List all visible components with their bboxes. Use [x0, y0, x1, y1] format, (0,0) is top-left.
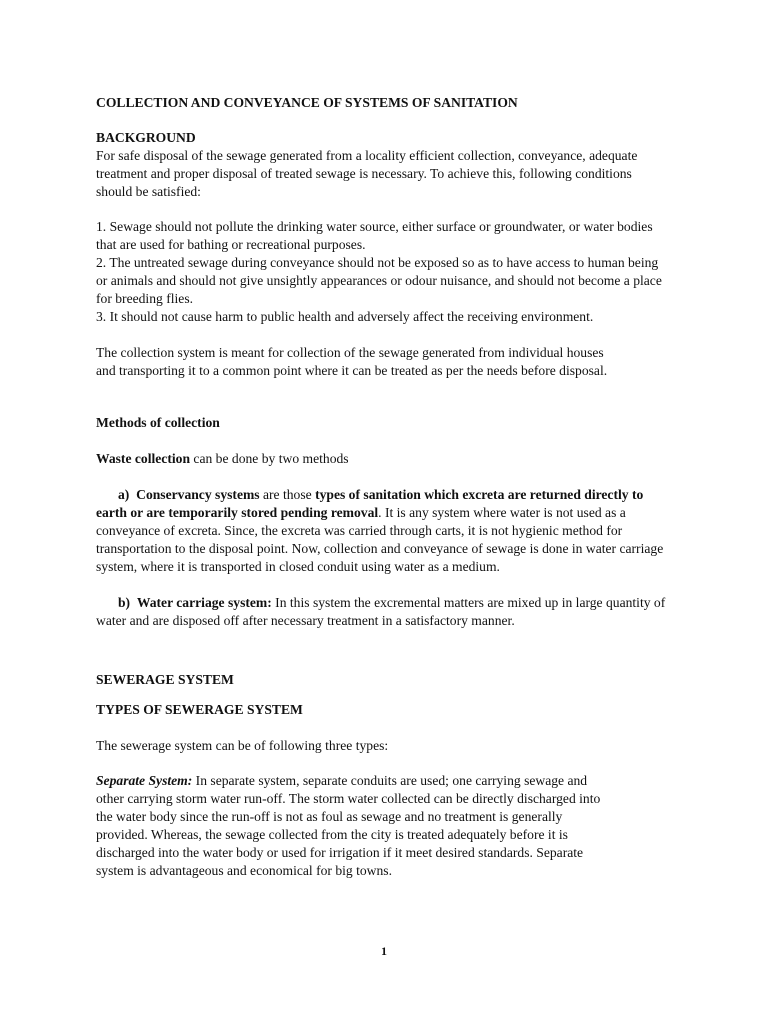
- paragraph-line: discharged into the water body or used for irrigation if it meet desired standards. Separate: [96, 844, 584, 860]
- paragraph-line: treatment and proper disposal of treated sewage is necessary. To achieve this, following conditions: [96, 165, 632, 181]
- method-a-text: are those: [259, 487, 316, 502]
- list-line: for breeding flies.: [96, 290, 194, 306]
- separate-line-1: [96, 772, 600, 790]
- paragraph-line: system is advantageous and economical for big towns.: [96, 862, 392, 878]
- methods-heading: Methods of collection: [96, 415, 220, 430]
- waste-collection-text: can be done by two methods: [190, 451, 349, 466]
- list-line: 1. Sewage should not pollute the drinking water source, either surface or groundwater, or water bodies: [96, 219, 653, 234]
- method-a-line-1: [96, 486, 663, 504]
- paragraph-line: provided. Whereas, the sewage collected from the city is treated adequately before it is: [96, 826, 568, 842]
- paragraph-line: For safe disposal of the sewage generated from a locality efficient collection, conveyance, adequate: [96, 147, 638, 163]
- collection-paragraph: [96, 344, 607, 380]
- method-b-line-2: water and are disposed off after necessary treatment in a satisfactory manner.: [96, 612, 515, 628]
- method-b-text: In this system the excremental matters are mixed up in large quantity of: [271, 595, 666, 610]
- waste-collection-term: Waste collection: [96, 451, 191, 466]
- method-a-text-2: . It is any system where water is not used as a: [378, 504, 626, 520]
- list-line: or animals and should not give unsightly appearances or odour nuisance, and should not become a place: [96, 272, 662, 288]
- waste-collection-line: [96, 450, 349, 468]
- paragraph-line: other carrying storm water run-off. The storm water collected can be directly discharged into: [96, 790, 601, 806]
- separate-system: [96, 772, 600, 879]
- method-b-marker: b): [118, 595, 131, 610]
- list-line: 2. The untreated sewage during conveyance should not be exposed so as to have access to human being: [96, 254, 659, 270]
- page-number: 1: [381, 944, 387, 958]
- paragraph-line: the water body since the run-off is not as foul as sewage and no treatment is generally: [96, 808, 563, 824]
- method-a-line-2: [96, 504, 663, 522]
- method-a-bold-text-2: earth or are temporarily stored pending removal: [96, 504, 379, 520]
- types-heading: TYPES OF SEWERAGE SYSTEM: [96, 702, 303, 717]
- separate-text: In separate system, separate conduits are used; one carrying sewage and: [192, 773, 588, 788]
- conditions-list: [96, 218, 662, 325]
- method-a: [96, 486, 663, 576]
- types-intro: The sewerage system can be of following three types:: [96, 738, 389, 753]
- method-b-line-1: [96, 594, 665, 612]
- separate-term: Separate System:: [96, 773, 193, 788]
- document-title: COLLECTION AND CONVEYANCE OF SYSTEMS OF SANITATION: [96, 95, 518, 110]
- paragraph-line: and transporting it to a common point where it can be treated as per the needs before disposal.: [96, 362, 608, 378]
- method-a-term: Conservancy systems: [136, 487, 260, 502]
- method-a-marker: a): [118, 487, 130, 502]
- paragraph-line: should be satisfied:: [96, 183, 201, 199]
- sewerage-heading: SEWERAGE SYSTEM: [96, 672, 234, 687]
- background-section: [96, 129, 637, 201]
- method-a-bold-text: types of sanitation which excreta are returned directly to: [315, 487, 644, 502]
- background-heading: BACKGROUND: [96, 130, 196, 145]
- list-line: 3. It should not cause harm to public health and adversely affect the receiving environment.: [96, 308, 594, 324]
- method-b-term: Water carriage system:: [136, 595, 272, 610]
- method-b: [96, 594, 665, 630]
- paragraph-line: system, where it is transported in closed conduit using water as a medium.: [96, 558, 500, 574]
- paragraph-line: conveyance of excreta. Since, the excreta was carried through carts, it is not hygienic method for: [96, 522, 623, 538]
- paragraph-line: The collection system is meant for collection of the sewage generated from individual houses: [96, 345, 604, 360]
- list-line: that are used for bathing or recreational purposes.: [96, 236, 366, 252]
- paragraph-line: transportation to the disposal point. Now, collection and conveyance of sewage is done in water carriage: [96, 540, 664, 556]
